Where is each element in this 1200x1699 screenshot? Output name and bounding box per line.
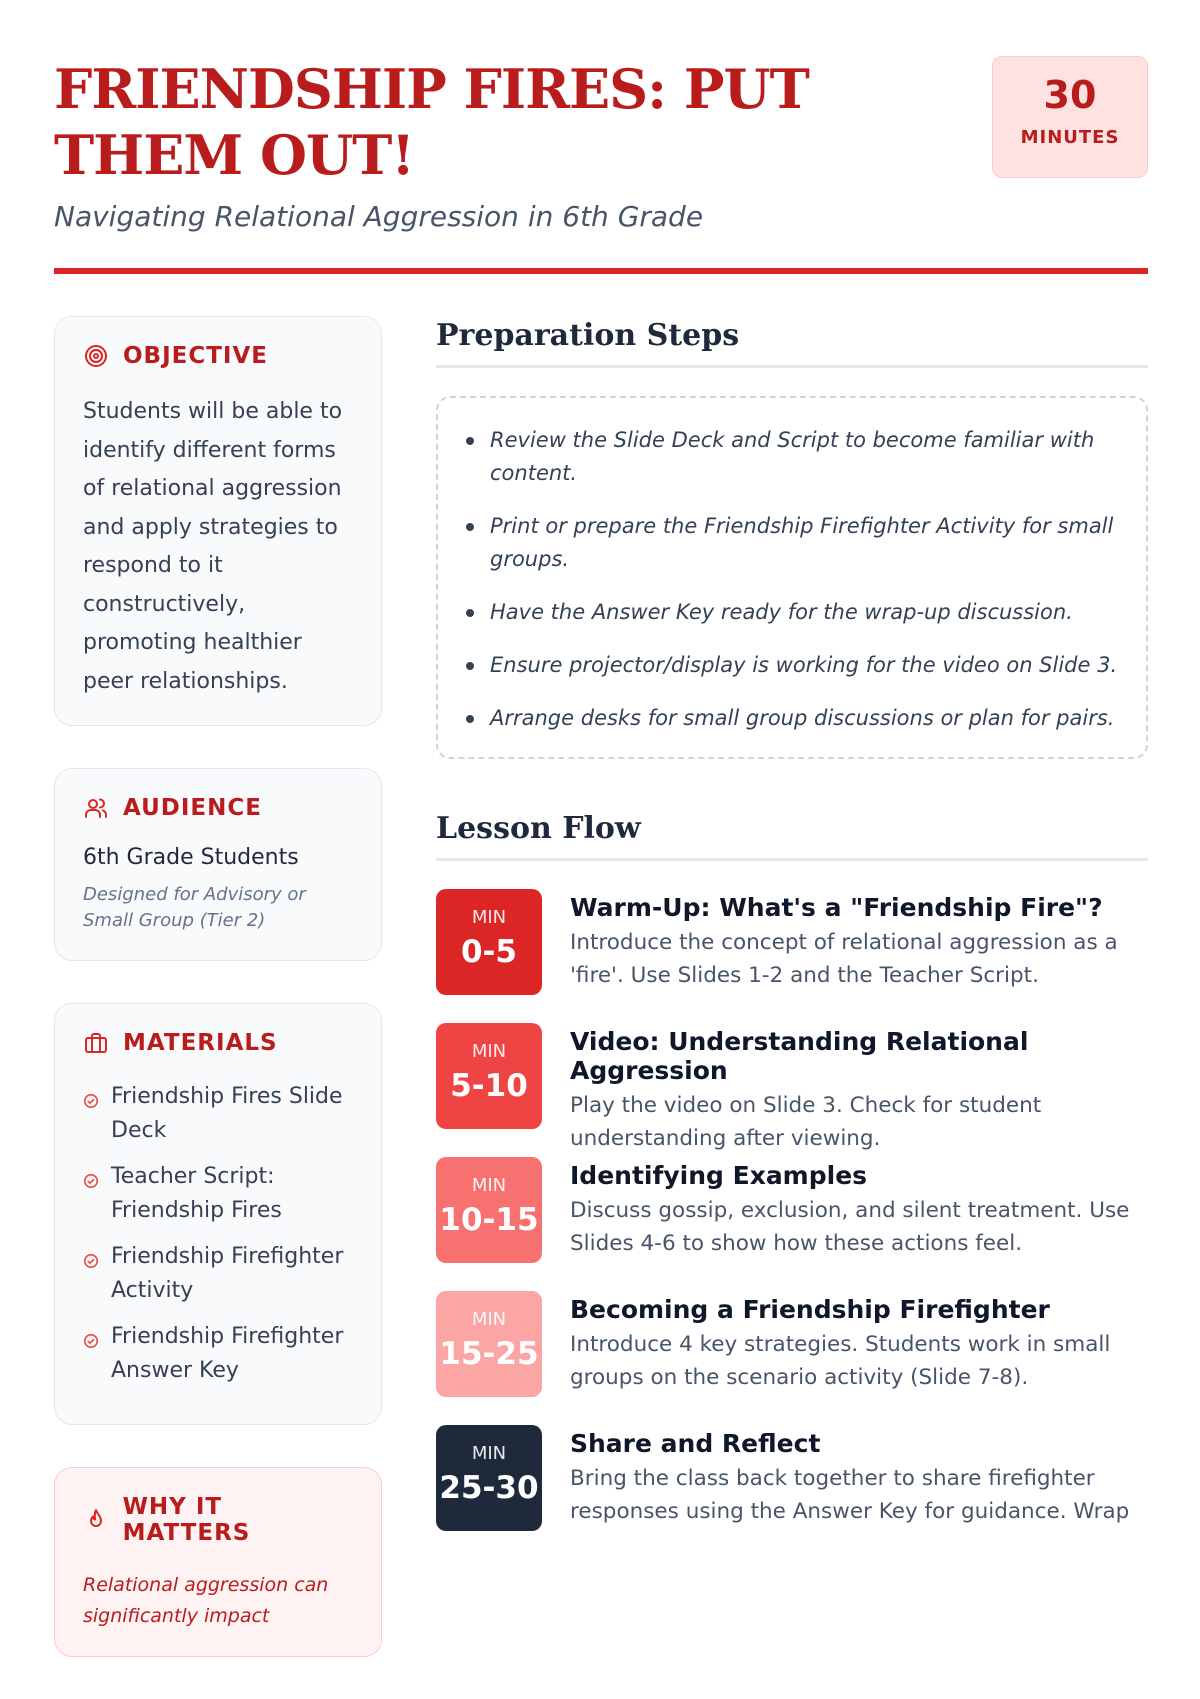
lesson-header: [54, 56, 1148, 276]
list-item: [83, 1240, 355, 1308]
time-badge-label: MIN: [471, 1041, 507, 1062]
list-item: [466, 702, 1120, 735]
time-badge-range: 25-30: [439, 1470, 539, 1506]
header-divider: [54, 268, 1148, 274]
lesson-flow-list: [436, 889, 1148, 1533]
time-badge: [436, 1425, 542, 1531]
objective-card: [54, 316, 382, 726]
time-badge-label: MIN: [471, 907, 507, 928]
sidebar: [54, 316, 382, 1699]
flow-step-description: Bring the class back together to share firefighter responses using the Answer Key for guidance. Wrap: [570, 1466, 1130, 1524]
check-circle-icon: [83, 1326, 99, 1388]
materials-list: [83, 1080, 355, 1388]
users-icon: [83, 795, 109, 821]
preparation-heading: Preparation Steps: [436, 318, 1148, 368]
flow-step: [436, 1425, 1148, 1533]
time-badge-range: 5-10: [450, 1068, 528, 1104]
time-badge-range: 0-5: [460, 934, 517, 970]
check-circle-icon: [83, 1086, 99, 1148]
bullet-dot: [466, 437, 474, 445]
flow-step-description: Play the video on Slide 3. Check for student understanding after viewing.: [570, 1093, 1042, 1151]
objective-text: Students will be able to identify different forms of relational aggression and apply strategies to respond to it constructively, promoting healthier peer relationships.: [83, 399, 343, 694]
bullet-dot: [466, 662, 474, 670]
check-circle-icon: [83, 1166, 99, 1228]
materials-card: [54, 1003, 382, 1425]
check-circle-icon: [83, 1246, 99, 1308]
flow-step-heading: Share and Reflect: [570, 1429, 821, 1458]
list-item: [466, 424, 1120, 490]
prep-text: Review the Slide Deck and Script to become familiar with content.: [490, 428, 1095, 485]
audience-card: [54, 768, 382, 961]
bullet-dot: [466, 715, 474, 723]
bullet-dot: [466, 523, 474, 531]
briefcase-icon: [83, 1030, 109, 1056]
time-badge: [436, 889, 542, 995]
duration-badge: [992, 56, 1148, 178]
bullet-dot: [466, 609, 474, 617]
duration-unit: MINUTES: [1020, 127, 1120, 148]
prep-text: Arrange desks for small group discussions or plan for pairs.: [490, 706, 1115, 730]
time-badge-range: 10-15: [439, 1202, 539, 1238]
audience-sub: Designed for Advisory or Small Group (Tier 2): [83, 884, 306, 931]
list-item: [83, 1320, 355, 1388]
flow-step-description: Discuss gossip, exclusion, and silent treatment. Use Slides 4-6 to show how these actions feel.: [570, 1198, 1130, 1256]
time-badge: [436, 1023, 542, 1129]
target-icon: [83, 343, 109, 369]
material-label: Friendship Firefighter Answer Key: [111, 1324, 344, 1383]
flow-step-description: Introduce the concept of relational aggression as a 'fire'. Use Slides 1-2 and the Teacher Script.: [570, 930, 1118, 988]
flow-step-heading: Becoming a Friendship Firefighter: [570, 1295, 1050, 1324]
time-badge: [436, 1291, 542, 1397]
list-item: [466, 510, 1120, 576]
lesson-title: FRIENDSHIP FIRES: PUT THEM OUT!: [54, 57, 809, 187]
why-it-matters-card: [54, 1467, 382, 1657]
time-badge-label: MIN: [471, 1309, 507, 1330]
prep-text: Have the Answer Key ready for the wrap-up discussion.: [490, 600, 1073, 624]
lesson-flow-heading: Lesson Flow: [436, 811, 1148, 861]
why-title: WHY IT MATTERS: [122, 1494, 251, 1546]
duration-value: 30: [1043, 73, 1097, 117]
material-label: Teacher Script: Friendship Fires: [111, 1164, 282, 1223]
flow-step: [436, 889, 1148, 997]
list-item: [466, 596, 1120, 629]
flow-step: [436, 1291, 1148, 1399]
flame-icon: [83, 1507, 109, 1533]
lesson-subtitle: Navigating Relational Aggression in 6th Grade: [54, 200, 704, 233]
flow-step: [436, 1157, 1148, 1265]
prep-text: Ensure projector/display is working for the video on Slide 3.: [490, 653, 1118, 677]
materials-title: MATERIALS: [123, 1030, 278, 1056]
why-text: Relational aggression can significantly impact: [83, 1574, 329, 1627]
flow-step: [436, 1023, 1148, 1151]
preparation-box: [436, 396, 1148, 759]
flow-step-heading: Video: Understanding Relational Aggression: [570, 1027, 1029, 1085]
material-label: Friendship Fires Slide Deck: [111, 1084, 343, 1143]
time-badge-label: MIN: [471, 1175, 507, 1196]
objective-title: OBJECTIVE: [123, 343, 268, 369]
time-badge-label: MIN: [471, 1443, 507, 1464]
time-badge-range: 15-25: [439, 1336, 539, 1372]
time-badge: [436, 1157, 542, 1263]
flow-step-heading: Identifying Examples: [570, 1161, 868, 1190]
prep-text: Print or prepare the Friendship Firefighter Activity for small groups.: [490, 514, 1114, 571]
flow-step-description: Introduce 4 key strategies. Students work in small groups on the scenario activity (Slide 7-8).: [570, 1332, 1111, 1390]
list-item: [83, 1080, 355, 1148]
flow-step-heading: Warm-Up: What's a "Friendship Fire"?: [570, 893, 1103, 922]
audience-main: 6th Grade Students: [83, 845, 299, 870]
material-label: Friendship Firefighter Activity: [111, 1244, 344, 1303]
list-item: [466, 649, 1120, 682]
list-item: [83, 1160, 355, 1228]
audience-title: AUDIENCE: [123, 795, 262, 821]
main-content: [436, 318, 1148, 1559]
